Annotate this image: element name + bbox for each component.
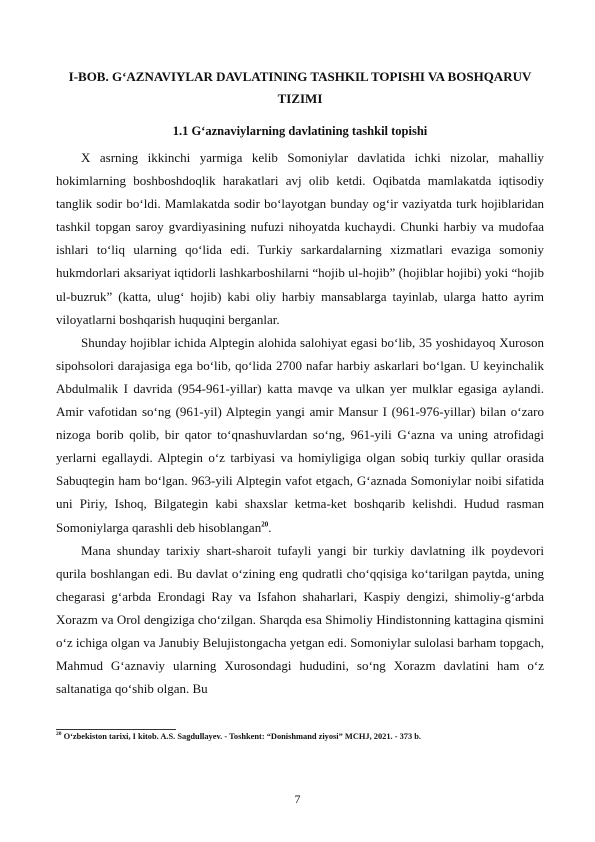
paragraph-3 xyxy=(56,539,544,701)
paragraph-3-text: Mana shunday tarixiy shart-sharoit tufayli yangi bir turkiy davlatning ilk poydevori qurila boshlangan edi. Bu davlat o‘zining eng qudratli cho‘qqisiga ko‘tarilgan paytda, uning chegarasi g‘arbda Erondagi Ray va Isfahon shaharlari, Kaspiy dengizi, shimoliy-g‘arbda Xorazm va Orol dengiziga cho‘zilgan. Sharqda esa Shimoliy Hindistonning kattagina qismini o‘z ichiga olgan va Janubiy Belujistongacha yetgan edi. Somoniylar sulolasi barham topgach, Mahmud G‘aznaviy ularning Xurosondagi hududini, so‘ng Xorazm davlatini ham o‘z saltanatiga qo‘shib olgan. Bu xyxy=(56,542,544,697)
footnote-number: 20 xyxy=(56,731,62,738)
chapter-title: I-BOB. G‘AZNAVIYLAR DAVLATINING TASHKIL TOPISHI VA BOSHQARUV TIZIMI xyxy=(68,69,532,106)
footnote-reference[interactable]: 20 xyxy=(261,520,269,529)
section-title: 1.1 G‘aznaviylarning davlatining tashkil topishi xyxy=(172,124,428,138)
paragraph-2 xyxy=(56,331,544,539)
paragraph-1-text: X asrning ikkinchi yarmiga kelib Somoniylar davlatida ichki nizolar, mahalliy hokimlarning boshboshdoqlik harakatlari avj olib ketdi. Oqibatda mamlakatda iqtisodiy tanglik sodir bo‘ldi. Mamlakatda sodir bo‘layotgan bunday og‘ir vaziyatda turk hojiblaridan tashkil topgan saroy gvardiyasining nufuzi nihoyatda kuchaydi. Chunki harbiy va mudofaa ishlari to‘liq ularning qo‘lida edi. Turkiy sarkardalarning xizmatlari evaziga somoniy hukmdorlari aksariyat iqtidorli lashkarboshilarni “hojib ul-hojib” (hojiblar hojibi) yoki “hojib ul-buzruk” (katta, ulug‘ hojib) kabi oliy harbiy mansablarga tayinlab, ularga hatto ayrim viloyatlarni boshqarish huquqini berganlar. xyxy=(56,150,544,327)
paragraph-2-end: . xyxy=(268,519,272,535)
body-text xyxy=(56,146,544,700)
footnote-divider xyxy=(56,729,176,730)
footnote-text: O‘zbekiston tarixi, I kitob. A.S. Sagdullayev. - Toshkent: “Donishmand ziyosi” MCHJ, 2021. - 373 b. xyxy=(63,732,421,741)
footnote xyxy=(56,731,544,743)
paragraph-1 xyxy=(56,146,544,331)
paragraph-2-text: Shunday hojiblar ichida Alptegin alohida salohiyat egasi bo‘lib, 35 yoshidayoq Xuroson sipohsolori darajasiga ega bo‘lib, qo‘lida 2700 nafar harbiy askarlari bo‘lgan. U keyinchalik Abdulmalik I davrida (954-961-yillar) katta mavqe va ulkan yer mulklar egasiga aylandi. Amir vafotidan so‘ng (961-yil) Alptegin yangi amir Mansur I (961-976-yillar) bilan o‘zaro nizoga borib qolib, bir qator to‘qnashuvlardan so‘ng, 961-yili G‘azna va uning atrofidagi yerlarni egallaydi. Alptegin o‘z tarbiyasi va homiyligiga olgan sobiq turkiy qullar orasida Sabuqtegin ham bo‘lgan. 963-yili Alptegin vafot etgach, G‘aznada Somoniylar noibi sifatida uni Piriy, Ishoq, Bilgategin kabi shaxslar ketma-ket boshqarib kelishdi. Hudud rasman Somoniylarga qarashli deb hisoblangan xyxy=(56,334,544,535)
page-number: 7 xyxy=(294,792,301,806)
